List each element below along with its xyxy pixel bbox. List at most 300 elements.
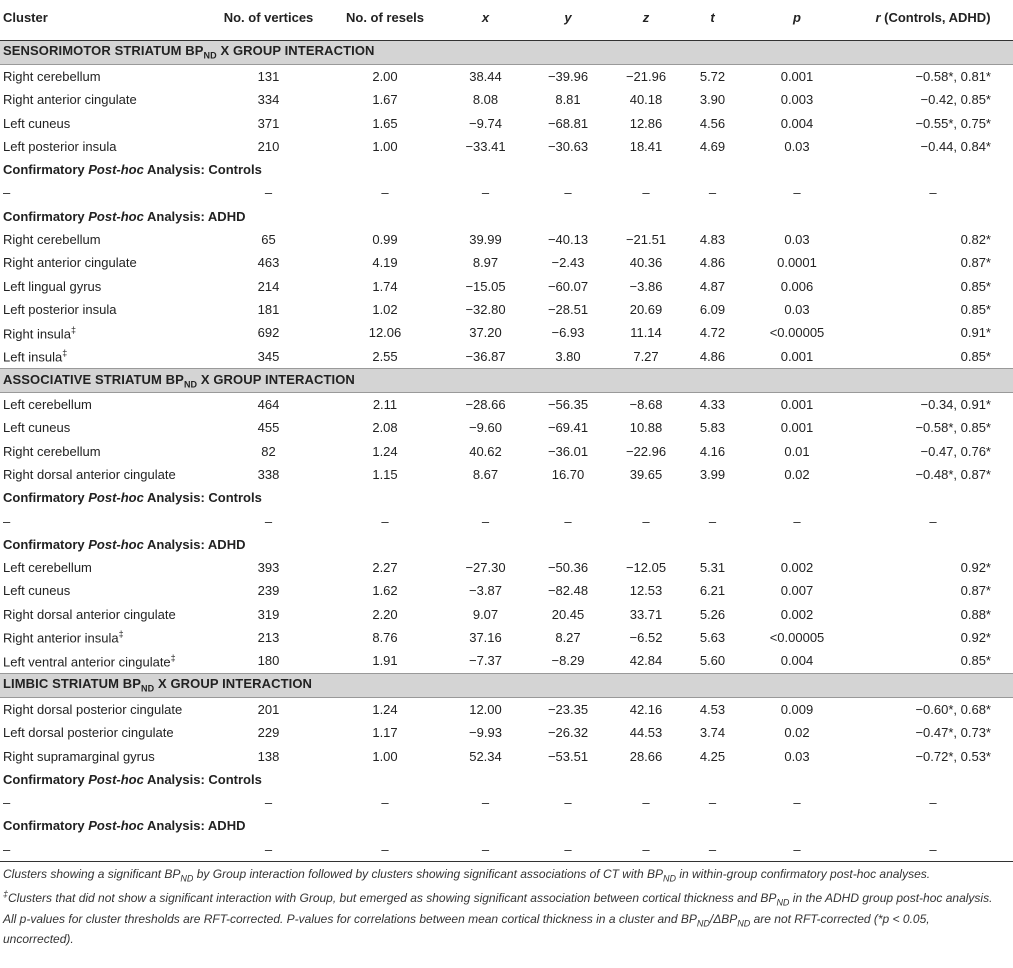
cell-vertices: – bbox=[210, 838, 327, 862]
cell-r: – bbox=[929, 513, 937, 529]
cell-p: 0.001 bbox=[780, 397, 814, 413]
cell-resels: 1.00 bbox=[372, 138, 398, 154]
cell-z: 28.66 bbox=[629, 748, 663, 764]
cell-p: 0.006 bbox=[780, 278, 814, 294]
cell-p: 0.01 bbox=[784, 443, 810, 459]
cell-resels: 1.17 bbox=[372, 725, 398, 741]
cell-y: – bbox=[564, 795, 572, 811]
cell-p: 0.0001 bbox=[777, 255, 817, 271]
cell-x: −7.37 bbox=[469, 653, 502, 669]
cell-resels: 1.65 bbox=[372, 115, 398, 131]
cell-y: −53.51 bbox=[547, 748, 589, 764]
cell-resels: 12.06 bbox=[368, 325, 402, 341]
subheading-italic: Post-hoc bbox=[88, 208, 144, 224]
cell-t: 5.83 bbox=[699, 420, 726, 436]
cell-t: 5.31 bbox=[699, 560, 726, 576]
cell-vertices: 210 bbox=[257, 138, 280, 154]
cell-cluster: Left ventral anterior cingulate‡ bbox=[3, 652, 176, 670]
subheading-label bbox=[0, 205, 1013, 228]
cell-r: −0.47*, 0.73* bbox=[915, 725, 991, 741]
double-dagger-mark: ‡ bbox=[70, 324, 76, 335]
cell-resels: 1.15 bbox=[372, 466, 398, 482]
cell-t: – bbox=[708, 795, 717, 811]
adhd-row bbox=[0, 228, 1013, 251]
cell-y: −69.41 bbox=[547, 420, 589, 436]
cell-vertices: 692 bbox=[257, 325, 280, 341]
cell-z: −3.86 bbox=[629, 278, 663, 294]
table-body bbox=[0, 40, 1013, 861]
cell-r: −0.47, 0.76* bbox=[920, 443, 991, 459]
cell-resels: 1.02 bbox=[372, 301, 398, 317]
subheading-label bbox=[0, 533, 1013, 556]
adhd-subheading bbox=[0, 205, 1013, 228]
cell-r: 0.85* bbox=[960, 278, 991, 294]
subheading-prefix: Confirmatory bbox=[3, 536, 89, 552]
cell-vertices: 180 bbox=[257, 653, 280, 669]
cell-r: 0.85* bbox=[960, 301, 991, 317]
cell-y: 8.81 bbox=[555, 92, 581, 108]
cell-p: – bbox=[793, 795, 801, 811]
cell-vertices: 455 bbox=[257, 420, 280, 436]
subheading-suffix: Analysis: ADHD bbox=[143, 536, 246, 552]
section-title-post: X GROUP INTERACTION bbox=[197, 371, 355, 387]
header-t: t bbox=[684, 0, 741, 40]
cluster-row bbox=[0, 416, 1013, 439]
cell-vertices: 201 bbox=[257, 701, 280, 717]
cell-x: – bbox=[481, 513, 490, 529]
subheading-prefix: Confirmatory bbox=[3, 490, 89, 506]
cell-resels: 1.91 bbox=[372, 653, 398, 669]
cell-p: 0.004 bbox=[780, 653, 814, 669]
cell-cluster: Right anterior cingulate bbox=[3, 255, 137, 271]
cell-t: 4.83 bbox=[699, 232, 726, 248]
subheading-prefix: Confirmatory bbox=[3, 771, 89, 787]
cell-z: 40.18 bbox=[629, 92, 663, 108]
section-heading bbox=[0, 368, 1013, 392]
cell-t: 4.33 bbox=[699, 397, 726, 413]
cell-vertices: 334 bbox=[257, 92, 280, 108]
cell-cluster: – bbox=[3, 513, 11, 529]
cell-p: <0.00005 bbox=[769, 325, 825, 341]
cell-r: 0.91* bbox=[960, 325, 991, 341]
cluster-row bbox=[0, 744, 1013, 767]
cell-r: 0.92* bbox=[960, 560, 991, 576]
cell-cluster: Left lingual gyrus bbox=[3, 278, 102, 294]
section-title bbox=[0, 368, 1013, 392]
cell-r: 0.87* bbox=[960, 255, 991, 271]
cell-vertices: 239 bbox=[257, 583, 280, 599]
cell-z: 12.86 bbox=[629, 115, 663, 131]
cell-y: −30.63 bbox=[547, 138, 589, 154]
header-z: z bbox=[608, 0, 684, 40]
cell-x: 8.97 bbox=[472, 255, 499, 271]
cell-z: 10.88 bbox=[629, 420, 663, 436]
cell-r: −0.44, 0.84* bbox=[920, 138, 991, 154]
adhd-row bbox=[0, 274, 1013, 297]
cell-vertices: 229 bbox=[257, 725, 280, 741]
cell-vertices: – bbox=[264, 185, 273, 201]
cluster-row bbox=[0, 721, 1013, 744]
cell-t: 4.86 bbox=[699, 348, 726, 364]
subheading-suffix: Analysis: Controls bbox=[143, 490, 262, 506]
footnote-text: by Group interaction followed by clusters showing significant associations of CT with BP bbox=[193, 866, 663, 881]
cell-resels: 2.08 bbox=[372, 420, 398, 436]
controls-subheading bbox=[0, 768, 1013, 791]
cell-r: 0.92* bbox=[960, 630, 991, 646]
adhd-row bbox=[0, 251, 1013, 274]
section-heading bbox=[0, 673, 1013, 697]
cluster-row bbox=[0, 111, 1013, 134]
cell-r: 0.85* bbox=[960, 348, 991, 364]
footnote-subscript: ND bbox=[776, 897, 790, 908]
header-cluster: Cluster bbox=[0, 0, 210, 40]
cell-cluster: – bbox=[0, 838, 210, 862]
cell-p: 0.03 bbox=[784, 138, 810, 154]
cell-cluster: Left insula‡ bbox=[3, 347, 68, 365]
cell-r: −0.42, 0.85* bbox=[920, 92, 991, 108]
header-resels: No. of resels bbox=[327, 0, 443, 40]
cell-x: – bbox=[481, 185, 490, 201]
cell-vertices: 181 bbox=[257, 301, 280, 317]
cell-t: 6.09 bbox=[699, 301, 726, 317]
cell-cluster: Right dorsal anterior cingulate bbox=[3, 606, 176, 622]
cluster-row bbox=[0, 88, 1013, 111]
cell-r: 0.85* bbox=[960, 653, 991, 669]
cell-t: 3.99 bbox=[699, 466, 726, 482]
footnote-text: /ΔBP bbox=[709, 911, 738, 926]
cell-t: 4.69 bbox=[699, 138, 726, 154]
adhd-row bbox=[0, 579, 1013, 602]
header-x: x bbox=[443, 0, 528, 40]
cell-z: 33.71 bbox=[629, 606, 663, 622]
controls-row bbox=[0, 791, 1013, 814]
cell-cluster: – bbox=[3, 185, 11, 201]
cell-x: −3.87 bbox=[469, 583, 502, 599]
cell-p: 0.02 bbox=[784, 466, 810, 482]
section-title-subscript: ND bbox=[183, 379, 198, 390]
controls-row bbox=[0, 509, 1013, 532]
cell-y: −82.48 bbox=[547, 583, 589, 599]
cell-vertices: – bbox=[264, 795, 273, 811]
cell-t: 6.21 bbox=[699, 583, 726, 599]
footnote-text: are not RFT-corrected (*p < 0.05, uncorrected). bbox=[3, 911, 930, 947]
cell-z: −6.52 bbox=[629, 630, 663, 646]
cell-z: −21.96 bbox=[625, 68, 667, 84]
cell-p: 0.001 bbox=[780, 68, 814, 84]
cell-t: 5.26 bbox=[699, 606, 726, 622]
section-title bbox=[0, 673, 1013, 697]
cell-y: −68.81 bbox=[547, 115, 589, 131]
subheading-suffix: Analysis: ADHD bbox=[143, 818, 246, 834]
footnote-subscript: ND bbox=[662, 873, 676, 884]
cell-r: – bbox=[929, 795, 937, 811]
header-row bbox=[0, 0, 1013, 40]
cell-cluster: Left cuneus bbox=[3, 115, 71, 131]
controls-row bbox=[0, 181, 1013, 204]
cell-y: −39.96 bbox=[547, 68, 589, 84]
cell-resels: 1.67 bbox=[372, 92, 398, 108]
subheading-suffix: Analysis: Controls bbox=[143, 162, 262, 178]
header-r bbox=[853, 0, 1013, 40]
cell-vertices: 371 bbox=[257, 115, 280, 131]
section-title-post: X GROUP INTERACTION bbox=[216, 43, 375, 59]
cell-t: 4.72 bbox=[699, 325, 726, 341]
cell-p: – bbox=[793, 185, 801, 201]
cell-r: 0.87* bbox=[960, 583, 991, 599]
cell-resels: 1.62 bbox=[372, 583, 398, 599]
cell-t: 5.72 bbox=[699, 68, 726, 84]
cell-y: – bbox=[564, 513, 572, 529]
footnote-text: in within-group confirmatory post-hoc analyses. bbox=[675, 866, 931, 881]
cell-r: – bbox=[853, 838, 1013, 862]
cell-z: – bbox=[642, 513, 650, 529]
adhd-subheading bbox=[0, 814, 1013, 837]
footnote-2 bbox=[3, 886, 1003, 910]
section-title-subscript: ND bbox=[203, 50, 217, 61]
cell-z: 18.41 bbox=[629, 138, 663, 154]
cell-x: 39.99 bbox=[469, 232, 502, 248]
cell-resels: – bbox=[327, 838, 443, 862]
cell-resels: 2.27 bbox=[372, 560, 398, 576]
cell-vertices: 464 bbox=[257, 397, 280, 413]
cell-r: −0.34, 0.91* bbox=[920, 397, 991, 413]
cell-z: 7.27 bbox=[633, 348, 659, 364]
cell-r: 0.82* bbox=[960, 232, 991, 248]
cell-t: 4.16 bbox=[699, 443, 726, 459]
footnote-text: All p-values for cluster thresholds are RFT-corrected. P-values for correlations between mean cortical thickness in a cluster and BP bbox=[3, 911, 697, 926]
controls-subheading bbox=[0, 486, 1013, 509]
cell-vertices: 345 bbox=[257, 348, 280, 364]
footnote-text: in the ADHD group post-hoc analysis. bbox=[789, 891, 993, 906]
subheading-suffix: Analysis: Controls bbox=[143, 771, 262, 787]
cell-x: −15.05 bbox=[465, 278, 506, 294]
cell-vertices: – bbox=[264, 513, 273, 529]
cell-resels: 1.24 bbox=[372, 443, 398, 459]
section-title-pre: LIMBIC STRIATUM BP bbox=[3, 676, 142, 692]
cell-z: 39.65 bbox=[629, 466, 663, 482]
cell-resels: 0.99 bbox=[372, 232, 398, 248]
cluster-row bbox=[0, 64, 1013, 88]
cell-x: −32.80 bbox=[465, 301, 506, 317]
subheading-prefix: Confirmatory bbox=[3, 162, 89, 178]
cell-x: −28.66 bbox=[465, 397, 506, 413]
cell-vertices: 138 bbox=[257, 748, 280, 764]
cell-resels: 4.19 bbox=[372, 255, 398, 271]
cell-cluster: Left cuneus bbox=[3, 583, 71, 599]
header-r-text: (Controls, ADHD) bbox=[880, 10, 991, 25]
cluster-row bbox=[0, 392, 1013, 416]
cell-p: 0.03 bbox=[784, 232, 810, 248]
adhd-row bbox=[0, 603, 1013, 626]
adhd-row bbox=[0, 838, 1013, 862]
subheading-label bbox=[0, 814, 1013, 837]
footnote-subscript: ND bbox=[737, 918, 751, 929]
cell-y: −28.51 bbox=[547, 301, 589, 317]
footnote-subscript: ND bbox=[696, 918, 710, 929]
subheading-prefix: Confirmatory bbox=[3, 208, 89, 224]
cell-r: −0.58*, 0.81* bbox=[915, 68, 991, 84]
cell-cluster: – bbox=[3, 795, 11, 811]
cell-p: 0.009 bbox=[780, 701, 814, 717]
cell-x: 37.20 bbox=[469, 325, 502, 341]
cell-x: −9.93 bbox=[469, 725, 502, 741]
cell-t: 4.56 bbox=[699, 115, 726, 131]
adhd-row bbox=[0, 649, 1013, 673]
cell-r: −0.72*, 0.53* bbox=[915, 748, 991, 764]
cell-cluster: Right insula‡ bbox=[3, 324, 76, 341]
adhd-row bbox=[0, 298, 1013, 321]
cell-y: −56.35 bbox=[547, 397, 589, 413]
cell-t: 5.60 bbox=[699, 653, 726, 669]
cell-cluster: Right dorsal posterior cingulate bbox=[3, 701, 183, 717]
cell-p: – bbox=[741, 838, 853, 862]
cell-resels: 8.76 bbox=[372, 630, 398, 646]
subheading-label bbox=[0, 486, 1013, 509]
footnote-text: Clusters showing a significant BP bbox=[3, 866, 181, 881]
cell-vertices: 393 bbox=[257, 560, 280, 576]
subheading-prefix: Confirmatory bbox=[3, 818, 89, 834]
cluster-row bbox=[0, 440, 1013, 463]
cell-p: 0.02 bbox=[784, 725, 810, 741]
cell-y: 16.70 bbox=[551, 466, 585, 482]
adhd-subheading bbox=[0, 533, 1013, 556]
cell-vertices: 213 bbox=[257, 630, 280, 646]
subheading-suffix: Analysis: ADHD bbox=[143, 208, 246, 224]
cell-x: – bbox=[481, 795, 490, 811]
cell-z: −22.96 bbox=[625, 443, 667, 459]
cell-x: −33.41 bbox=[465, 138, 506, 154]
cell-z: 12.53 bbox=[629, 583, 663, 599]
cell-cluster: Right cerebellum bbox=[3, 68, 101, 84]
cell-resels: 1.74 bbox=[372, 278, 398, 294]
cluster-row bbox=[0, 697, 1013, 721]
subheading-label bbox=[0, 158, 1013, 181]
cell-x: 8.67 bbox=[472, 466, 499, 482]
cell-p: – bbox=[793, 513, 801, 529]
subheading-label bbox=[0, 768, 1013, 791]
cell-cluster: Right anterior insula‡ bbox=[3, 629, 124, 646]
cell-y: – bbox=[564, 185, 572, 201]
cell-y: −8.29 bbox=[551, 653, 585, 669]
cell-cluster: Right cerebellum bbox=[3, 443, 101, 459]
cell-y: −26.32 bbox=[547, 725, 589, 741]
cell-t: – bbox=[684, 838, 741, 862]
footnote-1 bbox=[3, 866, 1003, 886]
cell-cluster: Left cerebellum bbox=[3, 560, 92, 576]
cell-r: −0.60*, 0.68* bbox=[915, 701, 991, 717]
cell-z: 42.84 bbox=[629, 653, 663, 669]
cell-r: 0.88* bbox=[960, 606, 991, 622]
cell-t: 4.53 bbox=[699, 701, 726, 717]
cell-resels: – bbox=[381, 513, 389, 529]
cell-z: 20.69 bbox=[629, 301, 663, 317]
cell-p: 0.004 bbox=[780, 115, 814, 131]
cell-p: 0.03 bbox=[784, 748, 810, 764]
cell-x: −27.30 bbox=[465, 560, 506, 576]
section-title-subscript: ND bbox=[141, 683, 155, 694]
cell-cluster: Right anterior cingulate bbox=[3, 92, 137, 108]
cell-z: 40.36 bbox=[629, 255, 663, 271]
cell-x: −36.87 bbox=[465, 348, 506, 364]
controls-subheading bbox=[0, 158, 1013, 181]
cell-resels: 2.20 bbox=[372, 606, 398, 622]
cell-p: 0.002 bbox=[780, 560, 814, 576]
cell-vertices: 82 bbox=[261, 443, 276, 459]
cell-y: −6.93 bbox=[551, 325, 585, 341]
adhd-row bbox=[0, 321, 1013, 344]
cell-cluster: Left dorsal posterior cingulate bbox=[3, 725, 174, 741]
cell-y: −60.07 bbox=[547, 278, 589, 294]
cell-t: 5.63 bbox=[699, 630, 726, 646]
cell-x: −9.74 bbox=[469, 115, 502, 131]
cell-p: 0.03 bbox=[784, 301, 810, 317]
subheading-italic: Post-hoc bbox=[88, 490, 144, 506]
double-dagger-mark: ‡ bbox=[170, 652, 176, 663]
adhd-row bbox=[0, 344, 1013, 368]
cell-resels: 1.00 bbox=[372, 748, 398, 764]
cell-x: 12.00 bbox=[469, 701, 502, 717]
double-dagger-mark: ‡ bbox=[118, 629, 124, 640]
section-title bbox=[0, 40, 1013, 64]
cell-p: 0.003 bbox=[780, 92, 814, 108]
cell-cluster: Right dorsal anterior cingulate bbox=[3, 466, 176, 482]
cell-resels: 2.11 bbox=[372, 397, 398, 413]
cell-resels: 2.55 bbox=[372, 348, 398, 364]
cell-z: −21.51 bbox=[625, 232, 667, 248]
cell-y: −36.01 bbox=[547, 443, 589, 459]
cell-x: 40.62 bbox=[469, 443, 502, 459]
cell-x: 37.16 bbox=[469, 630, 502, 646]
cell-t: 3.74 bbox=[699, 725, 726, 741]
cell-t: 4.25 bbox=[699, 748, 726, 764]
footnote-text: Clusters that did not show a significant interaction with Group, but emerged as showing significant association between cortical thickness and BP bbox=[8, 891, 777, 906]
cell-r: −0.48*, 0.87* bbox=[915, 466, 991, 482]
section-title-pre: ASSOCIATIVE STRIATUM BP bbox=[3, 371, 184, 387]
cell-x: 9.07 bbox=[472, 606, 499, 622]
cell-resels: – bbox=[381, 795, 389, 811]
cell-p: <0.00005 bbox=[769, 630, 825, 646]
cell-resels: 1.24 bbox=[372, 701, 398, 717]
cell-cluster: Left cuneus bbox=[3, 420, 71, 436]
cell-x: 38.44 bbox=[469, 68, 502, 84]
cell-y: – bbox=[528, 838, 608, 862]
cell-p: 0.001 bbox=[780, 348, 814, 364]
header-y: y bbox=[528, 0, 608, 40]
cell-z: – bbox=[642, 185, 650, 201]
cell-t: 3.90 bbox=[699, 92, 726, 108]
subheading-italic: Post-hoc bbox=[88, 771, 144, 787]
cell-y: −2.43 bbox=[551, 255, 585, 271]
section-title-pre: SENSORIMOTOR STRIATUM BP bbox=[3, 43, 204, 59]
cell-vertices: 338 bbox=[257, 466, 280, 482]
header-vertices: No. of vertices bbox=[210, 0, 327, 40]
cell-z: 44.53 bbox=[629, 725, 663, 741]
section-heading bbox=[0, 40, 1013, 64]
cluster-row bbox=[0, 463, 1013, 486]
cell-z: – bbox=[642, 795, 650, 811]
cell-cluster: Left posterior insula bbox=[3, 138, 117, 154]
header-r-symbol: r bbox=[875, 10, 881, 25]
cell-vertices: 463 bbox=[257, 255, 280, 271]
cell-y: −40.13 bbox=[547, 232, 589, 248]
header-p: p bbox=[741, 0, 853, 40]
adhd-row bbox=[0, 626, 1013, 649]
cell-x: 8.08 bbox=[472, 92, 499, 108]
cell-vertices: 65 bbox=[261, 232, 276, 248]
cell-vertices: 131 bbox=[257, 68, 280, 84]
cell-z: −8.68 bbox=[629, 397, 663, 413]
section-title-post: X GROUP INTERACTION bbox=[154, 676, 313, 692]
